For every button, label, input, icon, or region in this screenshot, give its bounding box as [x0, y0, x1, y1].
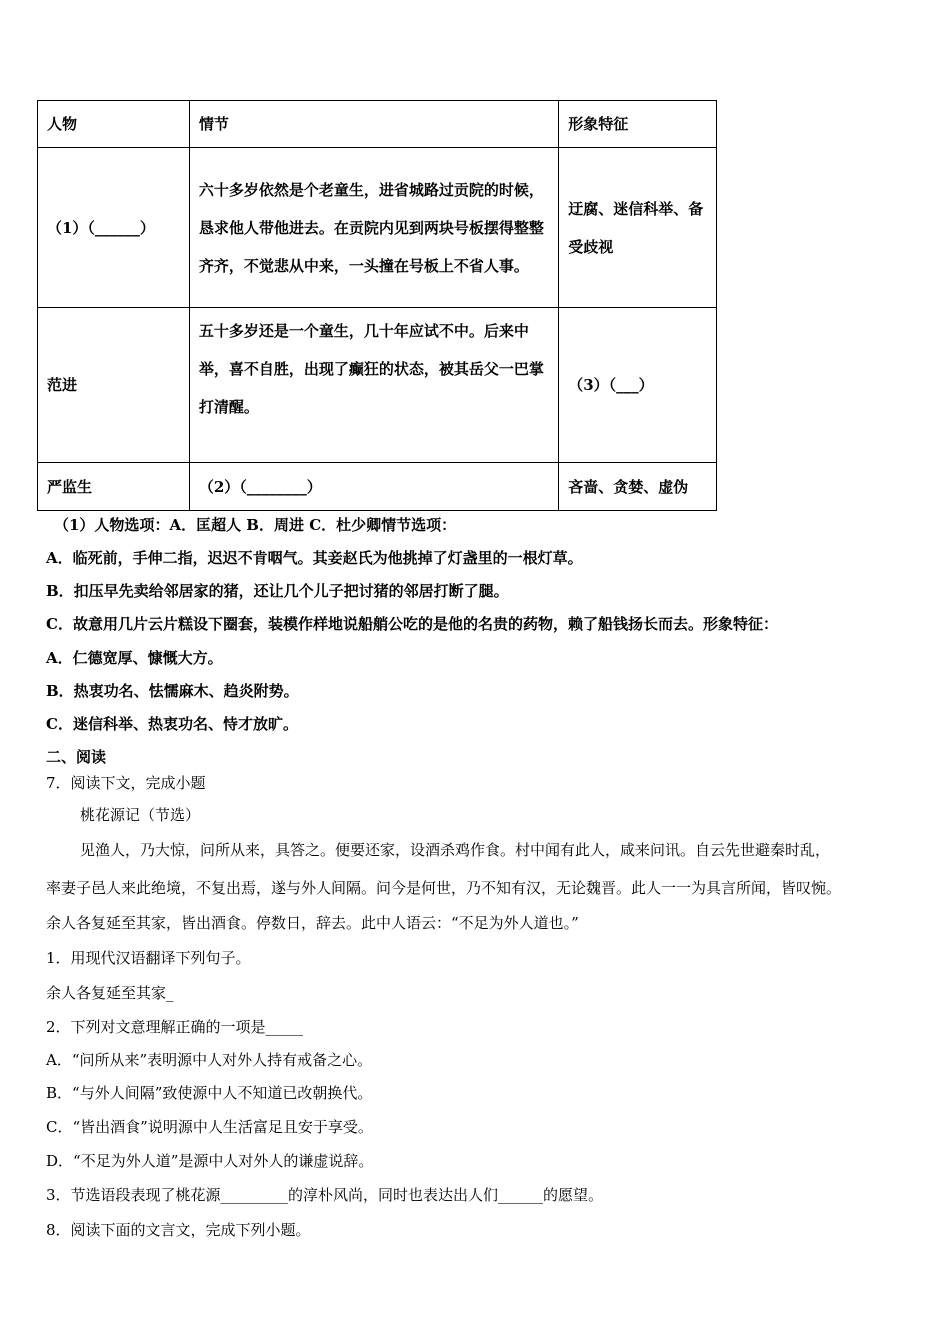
table-header-row [38, 101, 717, 148]
header-person: 人物 [38, 101, 190, 148]
table-row [38, 148, 717, 308]
cell-plot: （2）（________） [189, 463, 558, 511]
options-intro: （1）人物选项：A．匡超人 B．周进 C．杜少卿情节选项： [54, 516, 457, 534]
character-table [37, 100, 717, 511]
cell-trait: （3）（___） [559, 308, 717, 463]
trait-option-c: C．迷信科举、热衷功名、恃才放旷。 [46, 715, 298, 733]
trait-option-b: B．热衷功名、怯懦麻木、趋炎附势。 [46, 682, 299, 700]
subquestion-3: 3．节选语段表现了桃花源_________的淳朴风尚，同时也表达出人们______的愿望。 [46, 1186, 604, 1204]
plot-option-b: B．扣压早先卖给邻居家的猪，还让几个儿子把讨猪的邻居打断了腿。 [46, 582, 509, 600]
passage-line-2: 率妻子邑人来此绝境，不复出焉，遂与外人间隔。问今是何世，乃不知有汉，无论魏晋。此人一一为具言所闻，皆叹惋。 [46, 879, 842, 897]
cell-trait: 迂腐、迷信科举、备受歧视 [559, 148, 717, 308]
table-row [38, 308, 717, 463]
trait-option-a: A．仁德宽厚、慷慨大方。 [46, 649, 223, 667]
table-row [38, 463, 717, 511]
header-trait: 形象特征 [559, 101, 717, 148]
subquestion-1: 1．用现代汉语翻译下列句子。 [46, 949, 251, 967]
question-8: 8．阅读下面的文言文，完成下列小题。 [46, 1221, 311, 1239]
header-plot: 情节 [189, 101, 558, 148]
subquestion-2-option-d: D．“不足为外人道”是源中人对外人的谦虚说辞。 [46, 1152, 374, 1170]
subquestion-2-option-c: C．“皆出酒食”说明源中人生活富足且安于享受。 [46, 1118, 373, 1136]
plot-option-c: C．故意用几片云片糕设下圈套，装模作样地说船艄公吃的是他的名贵的药物，赖了船钱扬长而去。形象特征： [46, 615, 778, 633]
cell-person: 范进 [38, 308, 190, 463]
plot-option-a: A．临死前，手伸二指，迟迟不肯咽气。其妾赵氏为他挑掉了灯盏里的一根灯草。 [46, 549, 583, 567]
subquestion-2-option-a: A．“问所从来”表明源中人对外人持有戒备之心。 [46, 1051, 373, 1069]
question-7: 7．阅读下文，完成小题 [46, 774, 206, 792]
subquestion-2-option-b: B．“与外人间隔”致使源中人不知道已改朝换代。 [46, 1084, 373, 1102]
passage-line-1: 见渔人，乃大惊，问所从来，具答之。便要还家，设酒杀鸡作食。村中闻有此人，咸来问讯。自云先世避秦时乱， [80, 841, 831, 859]
cell-trait: 吝啬、贪婪、虚伪 [559, 463, 717, 511]
subquestion-2: 2．下列对文意理解正确的一项是_____ [46, 1018, 304, 1036]
subquestion-1-sentence: 余人各复延至其家_ [46, 984, 174, 1002]
cell-person: 严监生 [38, 463, 190, 511]
section-title: 二、阅读 [46, 748, 107, 766]
passage-line-3: 余人各复延至其家，皆出酒食。停数日，辞去。此中人语云：“不足为外人道也。” [46, 914, 579, 932]
cell-person: （1）（______） [38, 148, 190, 308]
passage-title: 桃花源记（节选） [80, 806, 201, 824]
cell-plot: 六十多岁依然是个老童生，进省城路过贡院的时候，恳求他人带他进去。在贡院内见到两块号板摆得整整齐齐，不觉悲从中来，一头撞在号板上不省人事。 [189, 148, 558, 308]
cell-plot: 五十多岁还是一个童生，几十年应试不中。后来中举，喜不自胜，出现了癫狂的状态，被其岳父一巴掌打清醒。 [189, 308, 558, 463]
